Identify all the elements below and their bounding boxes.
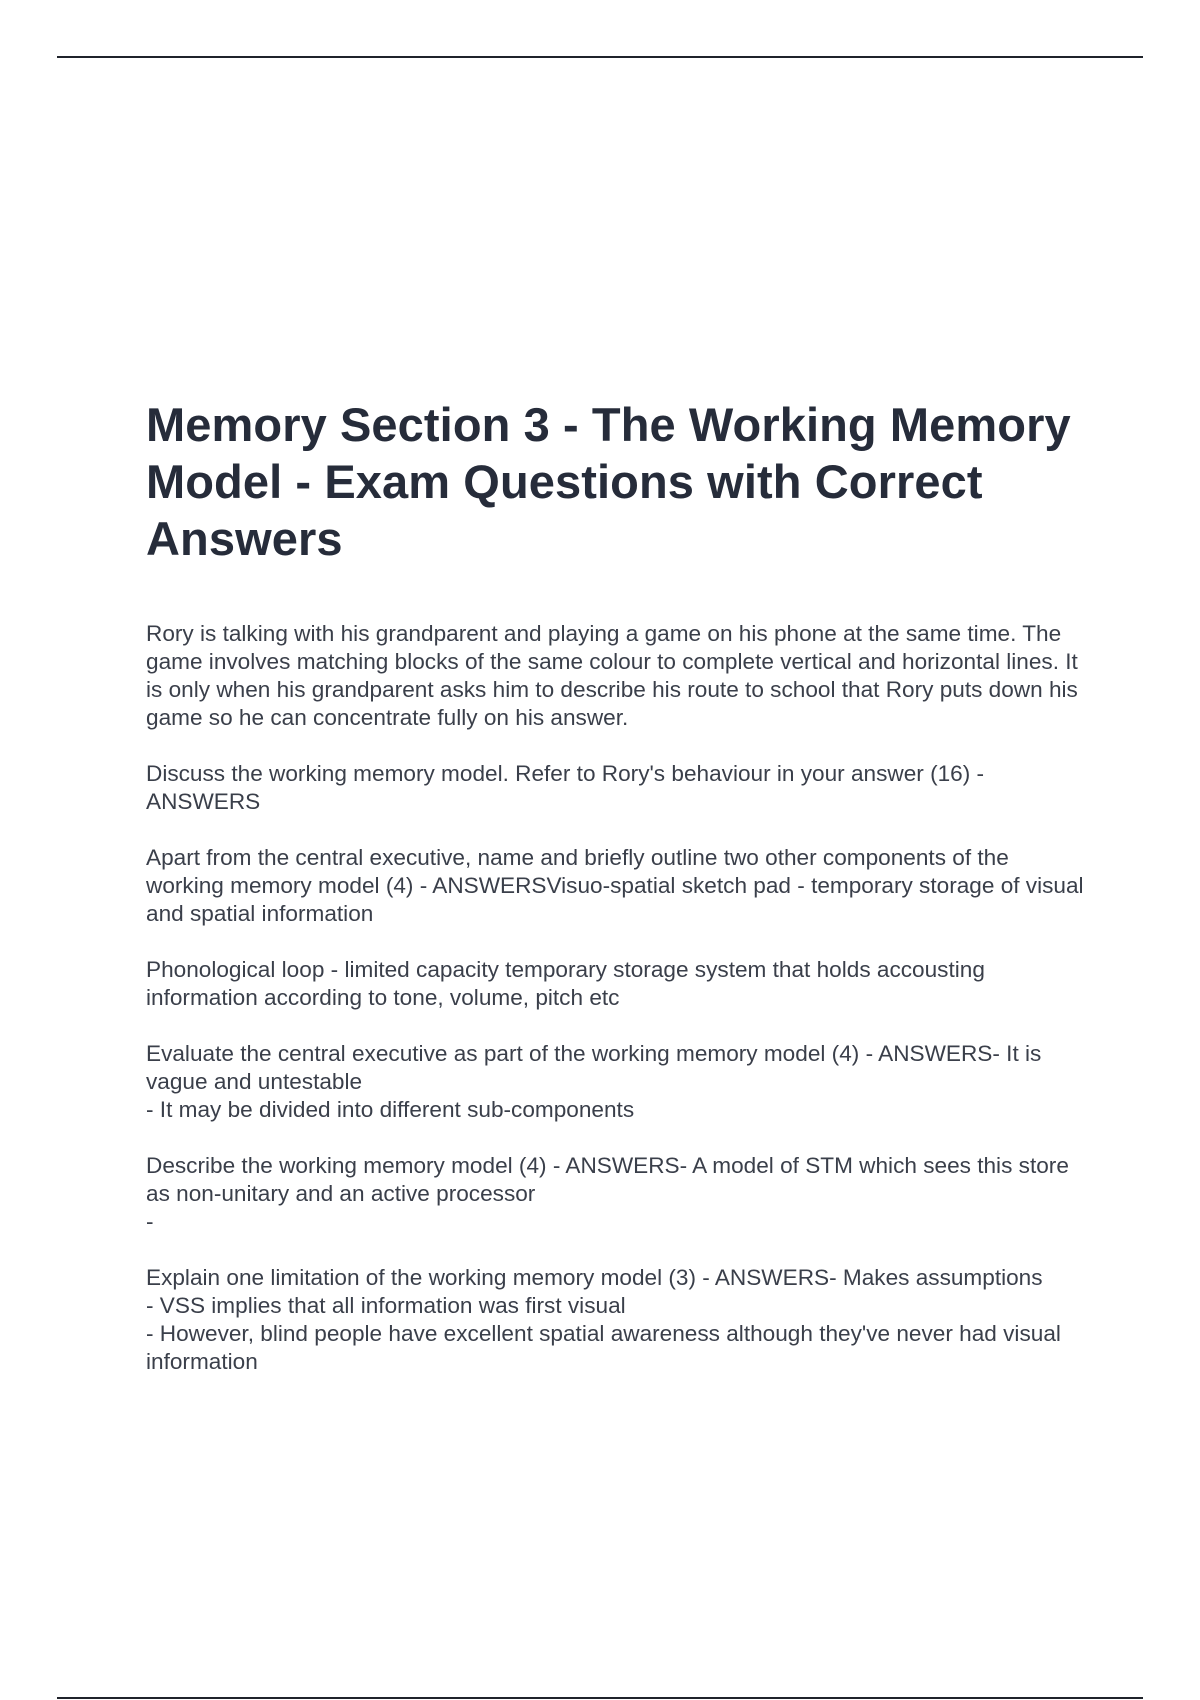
top-rule <box>57 56 1143 58</box>
document-title: Memory Section 3 - The Working Memory Model - Exam Questions with Correct Answers <box>146 398 1071 565</box>
question-paragraph: Discuss the working memory model. Refer to Rory's behaviour in your answer (16) - ANSWERS <box>146 761 985 814</box>
question-paragraph: Apart from the central executive, name and briefly outline two other components of the working memory model (4) - ANSWERSVisuo-spatial sketch pad - temporary storage of visual and spatial information <box>146 845 1084 926</box>
document-body <box>146 396 1086 1404</box>
answer-paragraph: Phonological loop - limited capacity temporary storage system that holds accousting information according to tone, volume, pitch etc <box>146 957 985 1010</box>
question-list <box>146 620 1086 1376</box>
scenario-paragraph: Rory is talking with his grandparent and playing a game on his phone at the same time. The game involves matching blocks of the same colour to complete vertical and horizontal lines. It is only when his grandparent asks him to describe his route to school that Rory puts down his game so he can concentrate fully on his answer. <box>146 621 1078 730</box>
question-paragraph: Explain one limitation of the working memory model (3) - ANSWERS- Makes assumptions - VSS implies that all information was first visual - However, blind people have excellent spatial awareness although they've never had visual information <box>146 1265 1061 1374</box>
question-paragraph: Describe the working memory model (4) - ANSWERS- A model of STM which sees this store as non-unitary and an active processor - <box>146 1153 1069 1234</box>
question-paragraph: Evaluate the central executive as part of the working memory model (4) - ANSWERS- It is vague and untestable - It may be divided into different sub-components <box>146 1041 1042 1122</box>
bottom-rule <box>57 1697 1143 1699</box>
